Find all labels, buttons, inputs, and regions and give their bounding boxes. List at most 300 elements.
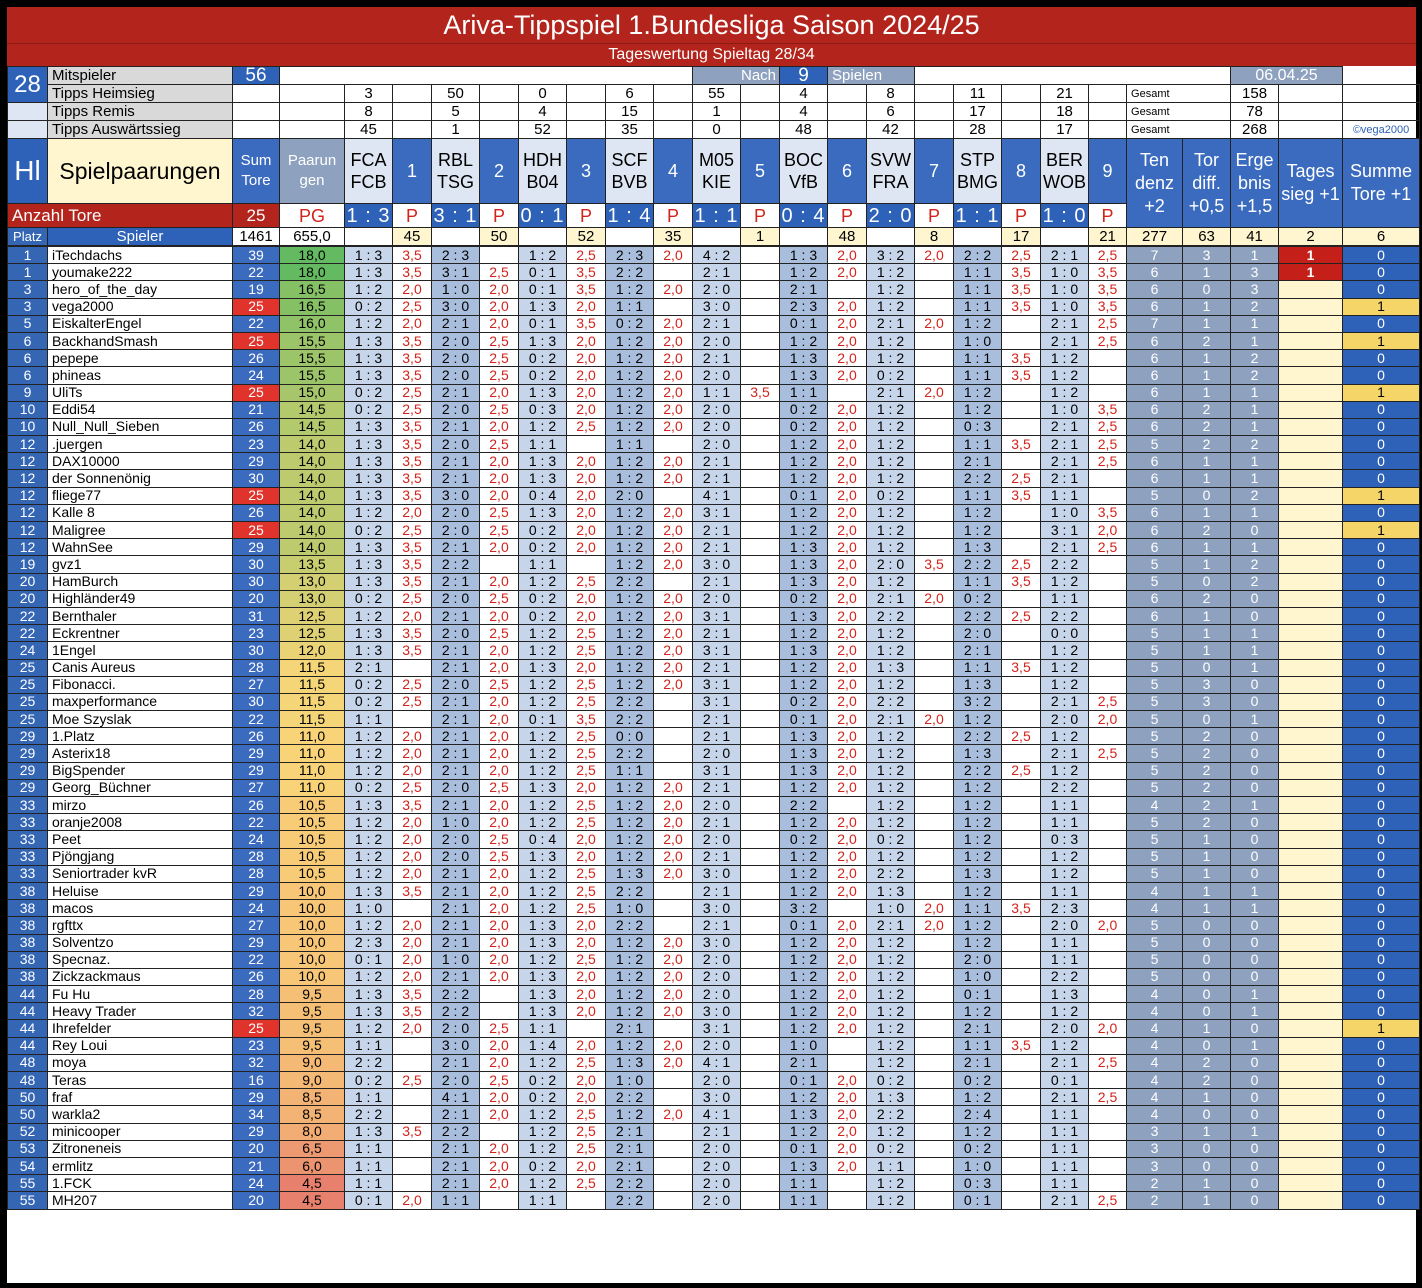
punkte-2: 2,0 (480, 797, 519, 814)
tipp-7: 0 : 2 (867, 367, 915, 384)
punkte-6: 2,0 (828, 418, 867, 435)
tipp-8: 1 : 1 (954, 436, 1002, 453)
punkte-3: 2,0 (567, 504, 606, 521)
tipp-6: 1 : 2 (780, 504, 828, 521)
punkte-7: 2,0 (915, 711, 954, 728)
punkte-1: 2,0 (393, 951, 432, 968)
punkte-5 (741, 522, 780, 539)
spieler-name: youmake222 (48, 264, 233, 281)
ergebnis: 0 (1231, 745, 1279, 762)
platz: 38 (8, 900, 48, 917)
punkte-3: 2,0 (567, 1037, 606, 1054)
punkte-1 (393, 1157, 432, 1174)
punkte-5 (741, 436, 780, 453)
match-8-header: STP BMG (954, 139, 1002, 204)
table-row (8, 728, 1420, 745)
table-row (8, 1157, 1420, 1174)
spieler-name: Heavy Trader (48, 1003, 233, 1020)
tipp-5: 2 : 0 (693, 831, 741, 848)
tipp-8: 2 : 2 (954, 607, 1002, 624)
tipp-9: 2 : 0 (1041, 1020, 1089, 1037)
tagessieg (1279, 900, 1343, 917)
punkte-1: 3,5 (393, 642, 432, 659)
tipp-1: 1 : 3 (345, 436, 393, 453)
tipp-7: 1 : 2 (867, 504, 915, 521)
punkte-4 (654, 487, 693, 504)
spieler-name: Teras (48, 1072, 233, 1089)
tipp-6: 0 : 2 (780, 590, 828, 607)
tipp-9: 1 : 1 (1041, 882, 1089, 899)
pg-points: 13,0 (280, 573, 345, 590)
ergebnis: 0 (1231, 934, 1279, 951)
punkte-7 (915, 1140, 954, 1157)
tipp-7: 0 : 2 (867, 831, 915, 848)
punkte-2: 2,0 (480, 539, 519, 556)
auswaerts-5: 0 (693, 121, 741, 139)
ergebnis: 1 (1231, 882, 1279, 899)
tipp-4: 2 : 2 (606, 917, 654, 934)
platz: 33 (8, 831, 48, 848)
punkte-4: 2,0 (654, 504, 693, 521)
punkte-3: 2,5 (567, 247, 606, 264)
punkte-8 (1002, 848, 1041, 865)
tipp-1: 2 : 2 (345, 1054, 393, 1071)
tipp-9: 2 : 1 (1041, 539, 1089, 556)
tagessieg (1279, 882, 1343, 899)
ergebnis: 1 (1231, 401, 1279, 418)
tipp-4: 1 : 2 (606, 659, 654, 676)
punkte-7 (915, 539, 954, 556)
tagessieg (1279, 453, 1343, 470)
summe-tore: 0 (1343, 797, 1420, 814)
tipp-2: 2 : 1 (432, 762, 480, 779)
punkte-1 (393, 1140, 432, 1157)
punkte-1: 2,5 (393, 298, 432, 315)
punkte-9 (1089, 1157, 1127, 1174)
punkte-9: 2,0 (1089, 711, 1127, 728)
tendenz: 6 (1127, 367, 1183, 384)
punkte-3: 2,5 (567, 1106, 606, 1123)
tipp-3: 1 : 2 (519, 951, 567, 968)
tendenz: 4 (1127, 1089, 1183, 1106)
platz: 29 (8, 745, 48, 762)
punkte-7 (915, 797, 954, 814)
tipp-5: 2 : 0 (693, 332, 741, 349)
punkte-7 (915, 676, 954, 693)
match-1-header: FCA FCB (345, 139, 393, 204)
punkte-9 (1089, 968, 1127, 985)
pg-points: 11,0 (280, 728, 345, 745)
platz: 12 (8, 504, 48, 521)
tipp-8: 1 : 2 (954, 1089, 1002, 1106)
table-row (8, 367, 1420, 384)
punkte-8 (1002, 797, 1041, 814)
punkte-2: 2,0 (480, 1175, 519, 1192)
punkte-5 (741, 1020, 780, 1037)
platz: 12 (8, 487, 48, 504)
sum-tore: 28 (233, 986, 280, 1003)
platz: 38 (8, 882, 48, 899)
summe-tore: 0 (1343, 1003, 1420, 1020)
tipp-2: 2 : 1 (432, 418, 480, 435)
tipp-2: 2 : 1 (432, 315, 480, 332)
punkte-2: 2,0 (480, 470, 519, 487)
tipp-5: 2 : 0 (693, 1157, 741, 1174)
sum-tore: 16 (233, 1072, 280, 1089)
tipp-5: 3 : 1 (693, 693, 741, 710)
pg-points: 11,5 (280, 693, 345, 710)
spieler-name: Solventzo (48, 934, 233, 951)
pg-points: 12,0 (280, 642, 345, 659)
tipp-8: 1 : 2 (954, 848, 1002, 865)
tipp-2: 2 : 1 (432, 968, 480, 985)
pg-points: 13,5 (280, 556, 345, 573)
tipp-1: 1 : 3 (345, 247, 393, 264)
punkte-9 (1089, 951, 1127, 968)
punkte-9 (1089, 1072, 1127, 1089)
remis-9: 18 (1041, 103, 1089, 121)
punkte-7 (915, 986, 954, 1003)
punkte-6: 2,0 (828, 711, 867, 728)
tordiff: 0 (1183, 281, 1231, 298)
tordiff: 2 (1183, 522, 1231, 539)
tordiff: 1 (1183, 470, 1231, 487)
tipp-8: 2 : 1 (954, 642, 1002, 659)
tipp-6: 1 : 2 (780, 264, 828, 281)
punkte-8 (1002, 676, 1041, 693)
tagessieg (1279, 1089, 1343, 1106)
tipp-8: 1 : 3 (954, 539, 1002, 556)
pg-points: 11,5 (280, 659, 345, 676)
tipp-4: 1 : 2 (606, 504, 654, 521)
tipp-8: 1 : 2 (954, 384, 1002, 401)
match-6-header: BOC VfB (780, 139, 828, 204)
punkte-8 (1002, 1140, 1041, 1157)
punkte-7 (915, 1037, 954, 1054)
tipp-4: 1 : 2 (606, 332, 654, 349)
table-row (8, 539, 1420, 556)
punkte-2: 2,0 (480, 711, 519, 728)
tipp-5: 3 : 0 (693, 298, 741, 315)
punkte-9 (1089, 607, 1127, 624)
pg-points: 10,0 (280, 951, 345, 968)
match-7-number: 7 (915, 139, 954, 204)
table-row (8, 659, 1420, 676)
tipp-2: 2 : 1 (432, 659, 480, 676)
sum-tore: 26 (233, 418, 280, 435)
punkte-4 (654, 728, 693, 745)
punkte-7 (915, 934, 954, 951)
punkte-1: 3,5 (393, 625, 432, 642)
tagessieg (1279, 1072, 1343, 1089)
punkte-6: 2,0 (828, 573, 867, 590)
punkte-6: 2,0 (828, 1020, 867, 1037)
pg-points: 16,0 (280, 315, 345, 332)
tagessieg (1279, 1003, 1343, 1020)
tendenz: 6 (1127, 607, 1183, 624)
punkte-9: 2,5 (1089, 745, 1127, 762)
tipp-6: 0 : 1 (780, 315, 828, 332)
punkte-2: 2,0 (480, 762, 519, 779)
ergebnis: 1 (1231, 453, 1279, 470)
tipp-1: 0 : 2 (345, 676, 393, 693)
punkte-9 (1089, 728, 1127, 745)
tipp-4: 0 : 2 (606, 315, 654, 332)
punkte-6: 2,0 (828, 814, 867, 831)
sum-tore: 25 (233, 487, 280, 504)
tendenz: 5 (1127, 625, 1183, 642)
platz: 52 (8, 1123, 48, 1140)
punkte-3: 2,0 (567, 986, 606, 1003)
tipp-6: 1 : 2 (780, 453, 828, 470)
punkte-4 (654, 436, 693, 453)
sum-tore-header: Sum Tore (233, 139, 280, 204)
platz: 3 (8, 281, 48, 298)
tipp-6: 1 : 2 (780, 865, 828, 882)
punkte-8 (1002, 590, 1041, 607)
ergebnis: 0 (1231, 814, 1279, 831)
tipp-5: 3 : 1 (693, 642, 741, 659)
tipp-6: 0 : 2 (780, 401, 828, 418)
tipp-2: 2 : 0 (432, 1020, 480, 1037)
tagessieg (1279, 779, 1343, 796)
table-row (8, 1003, 1420, 1020)
tendenz: 5 (1127, 968, 1183, 985)
tipp-6: 1 : 2 (780, 986, 828, 1003)
pg-points: 14,0 (280, 504, 345, 521)
platz-label: Platz (8, 228, 48, 246)
tipp-7: 1 : 2 (867, 522, 915, 539)
platz: 53 (8, 1140, 48, 1157)
sum-tore: 22 (233, 814, 280, 831)
tipp-4: 1 : 2 (606, 539, 654, 556)
tipp-1: 1 : 2 (345, 762, 393, 779)
tipp-7: 2 : 1 (867, 590, 915, 607)
punkte-6: 2,0 (828, 247, 867, 264)
punkte-3: 2,0 (567, 367, 606, 384)
spieler-name: gvz1 (48, 556, 233, 573)
match-5-number: 5 (741, 139, 780, 204)
sum-tore: 27 (233, 676, 280, 693)
tordiff: 0 (1183, 968, 1231, 985)
spieler-name: Eckrentner (48, 625, 233, 642)
tordiff: 0 (1183, 573, 1231, 590)
punkte-4: 2,0 (654, 384, 693, 401)
ergebnis: 1 (1231, 1003, 1279, 1020)
tipp-2: 2 : 0 (432, 590, 480, 607)
tipp-9: 0 : 1 (1041, 1072, 1089, 1089)
tipp-2: 2 : 0 (432, 367, 480, 384)
match-2-number: 2 (480, 139, 519, 204)
tipp-4: 2 : 2 (606, 711, 654, 728)
ergebnis: 0 (1231, 1140, 1279, 1157)
tipp-6: 3 : 2 (780, 900, 828, 917)
punkte-3: 2,5 (567, 676, 606, 693)
punkte-3: 2,0 (567, 332, 606, 349)
tipp-3: 1 : 1 (519, 556, 567, 573)
tipp-7: 1 : 2 (867, 728, 915, 745)
tipp-8: 1 : 2 (954, 401, 1002, 418)
punkte-7: 3,5 (915, 556, 954, 573)
tipp-5: 3 : 1 (693, 607, 741, 624)
punkte-3 (567, 1192, 606, 1209)
ergebnis: 0 (1231, 676, 1279, 693)
tipp-7: 1 : 2 (867, 986, 915, 1003)
summe-tore: 0 (1343, 728, 1420, 745)
punkte-5 (741, 797, 780, 814)
heimsieg-label: Tipps Heimsieg (48, 85, 233, 103)
tipp-3: 0 : 2 (519, 607, 567, 624)
pg-points: 10,0 (280, 900, 345, 917)
sum-tore: 30 (233, 556, 280, 573)
summe-tore: 0 (1343, 917, 1420, 934)
punkte-4: 2,0 (654, 676, 693, 693)
tagessieg (1279, 728, 1343, 745)
tagessieg (1279, 556, 1343, 573)
result-6: 0 : 4 (780, 204, 828, 228)
ranking-table (7, 246, 1420, 1210)
summe-tore: 0 (1343, 281, 1420, 298)
tipp-9: 2 : 2 (1041, 556, 1089, 573)
tipp-3: 0 : 1 (519, 711, 567, 728)
tipp-4: 2 : 2 (606, 745, 654, 762)
punkte-9: 2,5 (1089, 332, 1127, 349)
tipp-7: 0 : 2 (867, 487, 915, 504)
spieler-name: Heluise (48, 882, 233, 899)
tendenz: 6 (1127, 453, 1183, 470)
punkte-5 (741, 1175, 780, 1192)
platz: 25 (8, 659, 48, 676)
tipp-7: 1 : 2 (867, 762, 915, 779)
punkte-2: 2,0 (480, 642, 519, 659)
punkte-4 (654, 298, 693, 315)
punkte-6: 2,0 (828, 968, 867, 985)
punkte-8 (1002, 814, 1041, 831)
punkte-3: 2,5 (567, 1054, 606, 1071)
punkte-8 (1002, 504, 1041, 521)
tipp-3: 0 : 4 (519, 831, 567, 848)
tipp-2: 2 : 2 (432, 1003, 480, 1020)
tipp-5: 3 : 0 (693, 934, 741, 951)
punkte-4: 2,0 (654, 539, 693, 556)
tipp-9: 2 : 1 (1041, 1089, 1089, 1106)
punkte-5 (741, 1123, 780, 1140)
platz: 33 (8, 865, 48, 882)
pg-points: 6,0 (280, 1157, 345, 1174)
punkte-9: 2,5 (1089, 247, 1127, 264)
tagessieg (1279, 711, 1343, 728)
punkte-7 (915, 487, 954, 504)
tipp-3: 0 : 3 (519, 401, 567, 418)
punkte-8: 3,5 (1002, 573, 1041, 590)
platz: 38 (8, 951, 48, 968)
punkte-8: 3,5 (1002, 281, 1041, 298)
tipp-5: 2 : 1 (693, 539, 741, 556)
tipp-6: 1 : 3 (780, 539, 828, 556)
tipp-8: 1 : 1 (954, 281, 1002, 298)
ergebnis: 0 (1231, 762, 1279, 779)
sum-tore: 19 (233, 281, 280, 298)
punkte-6: 2,0 (828, 659, 867, 676)
platz: 12 (8, 436, 48, 453)
tipp-5: 2 : 0 (693, 590, 741, 607)
ergebnis: 1 (1231, 659, 1279, 676)
platz: 29 (8, 779, 48, 796)
tipp-4: 2 : 2 (606, 264, 654, 281)
tordiff: 1 (1183, 900, 1231, 917)
punkte-7 (915, 332, 954, 349)
tagessieg (1279, 797, 1343, 814)
table-row (8, 522, 1420, 539)
summe-tore: 0 (1343, 607, 1420, 624)
summe-tore: 0 (1343, 350, 1420, 367)
tipp-8: 2 : 1 (954, 1020, 1002, 1037)
tipp-2: 2 : 1 (432, 934, 480, 951)
tipp-1: 1 : 2 (345, 917, 393, 934)
tipp-8: 1 : 2 (954, 522, 1002, 539)
sum-tore: 24 (233, 367, 280, 384)
punkte-4 (654, 1157, 693, 1174)
ergebnis: 0 (1231, 1192, 1279, 1209)
pg-points: 9,5 (280, 1037, 345, 1054)
tipp-7: 2 : 1 (867, 315, 915, 332)
punkte-1 (393, 1175, 432, 1192)
sum-tore: 28 (233, 865, 280, 882)
punkte-5 (741, 590, 780, 607)
table-row (8, 1175, 1420, 1192)
ergebnis: 0 (1231, 1089, 1279, 1106)
matchday-number: 28 (8, 67, 48, 103)
tendenz: 7 (1127, 315, 1183, 332)
sum-tore: 20 (233, 590, 280, 607)
tipp-4: 1 : 2 (606, 779, 654, 796)
tipp-7: 2 : 2 (867, 1106, 915, 1123)
platz: 3 (8, 298, 48, 315)
table-row (8, 281, 1420, 298)
punkte-5 (741, 745, 780, 762)
platz: 12 (8, 470, 48, 487)
punkte-8 (1002, 986, 1041, 1003)
sum-tore: 20 (233, 1192, 280, 1209)
tipp-9: 1 : 0 (1041, 264, 1089, 281)
tipp-2: 2 : 1 (432, 470, 480, 487)
tipp-4: 1 : 2 (606, 934, 654, 951)
punkte-6: 2,0 (828, 453, 867, 470)
punkte-3: 2,0 (567, 1157, 606, 1174)
tordiff: 0 (1183, 1140, 1231, 1157)
punkte-4: 2,0 (654, 1037, 693, 1054)
table-row (8, 831, 1420, 848)
tipp-3: 1 : 2 (519, 418, 567, 435)
punkte-9: 2,5 (1089, 436, 1127, 453)
tipp-9: 1 : 1 (1041, 951, 1089, 968)
punkte-3: 2,0 (567, 1089, 606, 1106)
tipp-6: 0 : 2 (780, 418, 828, 435)
sum-tore: 25 (233, 332, 280, 349)
tipp-3: 0 : 2 (519, 350, 567, 367)
punkte-6 (828, 1192, 867, 1209)
tendenz-header: Ten denz +2 (1127, 139, 1183, 228)
tipp-1: 1 : 1 (345, 1175, 393, 1192)
punkte-2: 2,5 (480, 625, 519, 642)
punkte-4: 2,0 (654, 865, 693, 882)
punkte-2 (480, 247, 519, 264)
tipp-6: 1 : 3 (780, 728, 828, 745)
tipp-4: 1 : 0 (606, 900, 654, 917)
tipp-3: 1 : 2 (519, 642, 567, 659)
summe-tore: 0 (1343, 968, 1420, 985)
punkte-4: 2,0 (654, 934, 693, 951)
